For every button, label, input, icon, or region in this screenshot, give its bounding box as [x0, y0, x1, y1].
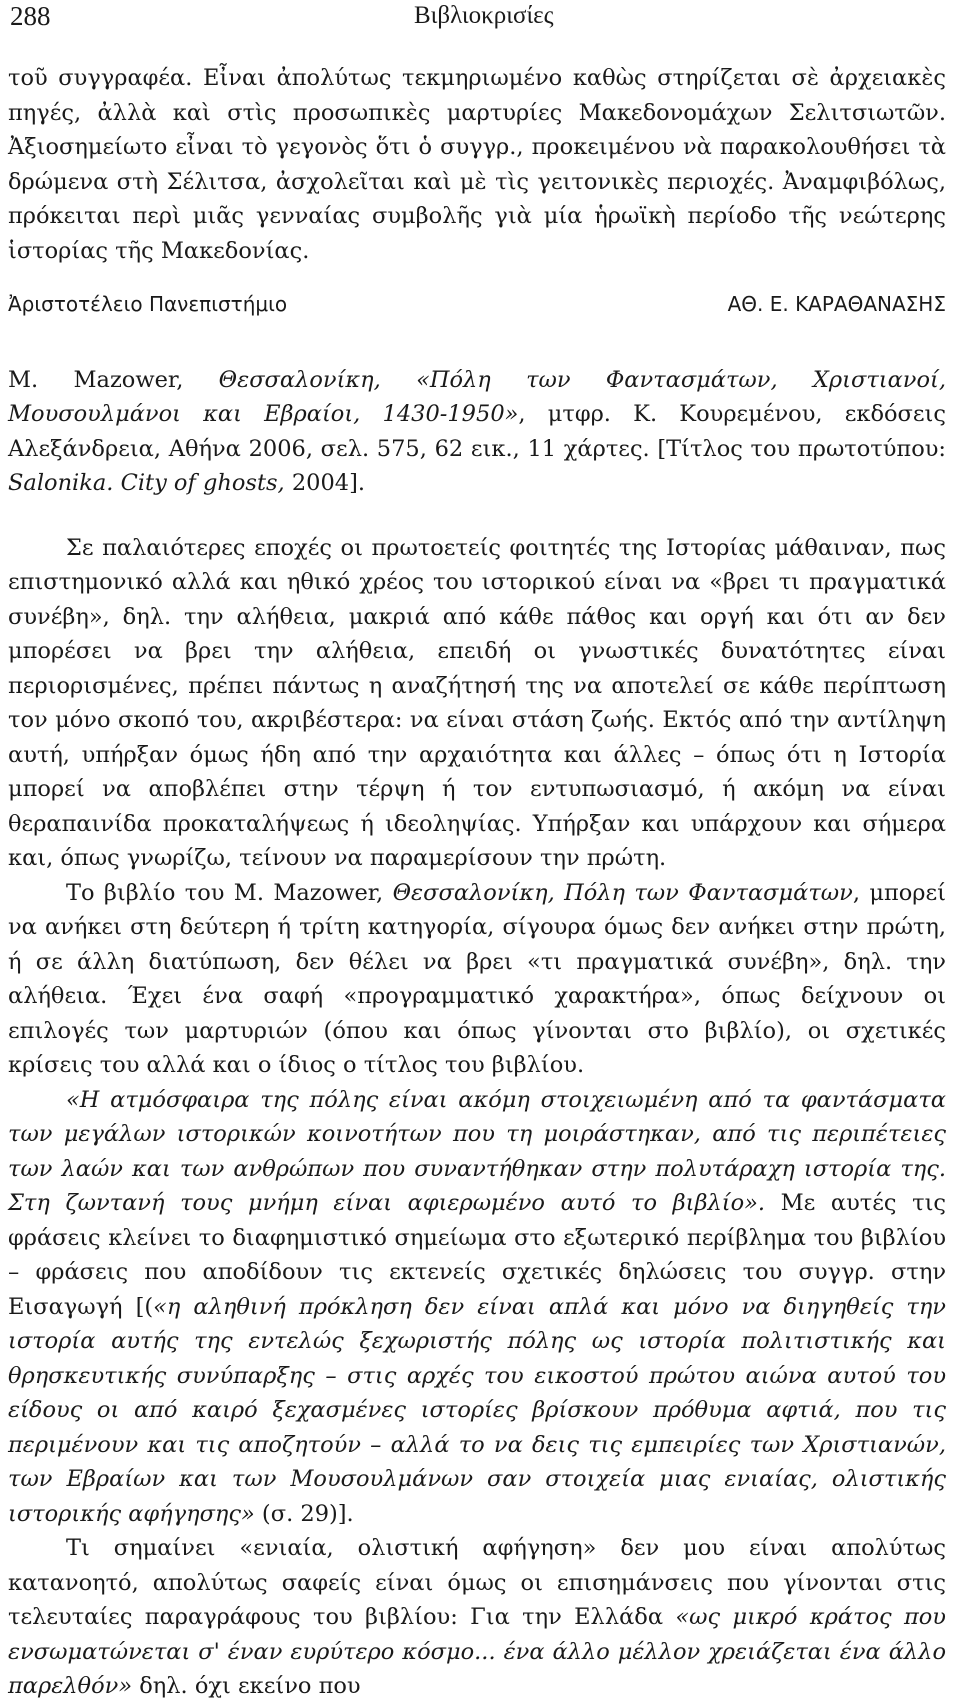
reviewer-institution: Ἀριστοτέλειο Πανεπιστήμιο: [8, 292, 288, 316]
review-paragraph-3: [8, 1083, 946, 1532]
citation-title: Θεσσαλονίκη, «Πόλη των Φαντασμάτων, Χριστιανοί, Μουσουλμάνοι και Εβραίοι, 1430-1950»: [8, 366, 947, 427]
p2-book-title: Θεσσαλονίκη, Πόλη των Φαντασμάτων: [392, 879, 853, 906]
previous-review-ending: τοῦ συγγραφέα. Εἶναι ἀπολύτως τεκμηριωμένο καθὼς στηρίζεται σὲ ἀρχειακὲς πηγές, ἀλλὰ καὶ στὶς προσωπικὲς μαρτυρίες Μακεδονομάχων Σελιτσιωτῶν. Ἀξιοσημείωτο εἶναι τὸ γεγονὸς ὅτι ὁ συγγρ., προκειμένου νὰ παρακολουθήσει τὰ δρώμενα στὴ Σέλιτσα, ἀσχολεῖται καὶ μὲ τὶς γειτονικὲς περιοχές. Ἀναμφιβόλως, πρόκειται περὶ μιᾶς γενναίας συμβολῆς γιὰ μία ἡρωϊκὴ περίοδο τῆς νεώτερης ἱστορίας τῆς Μακεδονίας.: [8, 65, 946, 264]
citation-details: , μτφρ. Κ. Κουρεμένου, εκδόσεις Αλεξάνδρεια, Αθήνα 2006, σελ. 575, 62 εικ., 11 χάρτες. [Τίτλος του πρωτοτύπου:: [8, 401, 946, 462]
review-paragraph-1: Σε παλαιότερες εποχές οι πρωτοετείς φοιτητές της Ιστορίας μάθαιναν, πως επιστημονικό αλλά και ηθικό χρέος του ιστορικού είναι να «βρει τι πραγματικά συνέβη», δηλ. την αλήθεια, μακριά από κάθε πάθος και οργή και ότι αν δεν μπορέσει να βρει την αλήθεια, επειδή οι γνωστικές δυνατότητες είναι περιορισμένες, πρέπει πάντως η αναζήτησή της να αποτελεί σε κάθε περίπτωση τον μόνο σκοπό του, ακριβέστερα: να είναι στάση ζωής. Εκτός από την αντίληψη αυτή, υπήρξαν όμως ήδη από την αρχαιότητα και άλλες – όπως ότι η Ιστορία μπορεί να αποβλέπει στην τέρψη ή τον εντυπωσιασμό, ή ακόμη να είναι θεραπαινίδα προκαταλήψεως ή ιδεοληψίας. Υπήρξαν και υπάρχουν και σήμερα και, όπως γνωρίζω, τείνουν να παραμερίσουν την πρώτη.: [8, 534, 946, 871]
review-paragraph-4: [8, 1531, 946, 1704]
p4-body: Τι σημαίνει «ενιαία, ολιστική αφήγηση» δεν μου είναι απολύτως κατανοητό, απολύτως σαφείς είναι όμως οι επισημάνσεις που γίνονται στις τελευταίες παραγράφους του βιβλίου: Για την Ελλάδα: [8, 1535, 946, 1630]
p2-intro: Το βιβλίο του Μ. Mazower,: [66, 879, 393, 906]
page-number: 288: [10, 1, 51, 31]
citation-author: Μ. Mazower,: [8, 366, 219, 393]
p3-body: Με αυτές τις φράσεις κλείνει το διαφημιστικό σημείωμα στο εξωτερικό περίβλημα του βιβλίου – φράσεις που αποδίδουν τις εκτενείς σχετικές δηλώσεις του συγγρ. στην Εισαγωγή [(: [8, 1190, 946, 1320]
book-citation: [8, 363, 946, 501]
page-header: [8, 0, 946, 40]
p3-page-ref: (σ. 29)].: [254, 1500, 354, 1527]
citation-year: 2004].: [284, 470, 366, 496]
citation-original-title: Salonika. City of ghosts,: [8, 470, 285, 496]
p4-quote: «ως μικρό κράτος που ενσωματώνεται σ' έναν ευρύτερο κόσμο... ένα άλλο μέλλον χρειάζεται ένα άλλο παρελθόν»: [8, 1604, 946, 1699]
p3-quote: «Η ατμόσφαιρα της πόλης είναι ακόμη στοιχειωμένη από τα φαντάσματα των μεγάλων ιστορικών κοινοτήτων που τη μοιράστηκαν, από τις περιπέτειες των λαών και των ανθρώπων που συναντήθηκαν στην πολυτάραχη ιστορία της. Στη ζωντανή τους μνήμη είναι αφιερωμένο αυτό το βιβλίο».: [8, 1086, 946, 1216]
p2-body: , μπορεί να ανήκει στη δεύτερη ή τρίτη κατηγορία, σίγουρα όμως δεν ανήκει στην πρώτη, ή σε άλλη διατύπωση, δεν θέλει να βρει «τι πραγματικά συνέβη», δηλ. την αλήθεια. Έχει ένα σαφή «προγραμματικό χαρακτήρα», όπως δείχνουν οι επιλογές των μαρτυριών (όπου και όπως γίνονται στο βιβλίο), οι σχετικές κρίσεις του αλλά και ο ίδιος ο τίτλος του βιβλίου.: [8, 879, 946, 1078]
reviewer-name: ΑΘ. Ε. ΚΑΡΑΘΑΝΑΣΗΣ: [727, 292, 946, 316]
running-head: Βιβλιοκρισίες: [414, 2, 554, 29]
review-signature: [8, 287, 946, 322]
review-paragraph-2: [8, 876, 946, 1083]
p4-tail: δηλ. όχι εκείνο που: [132, 1673, 361, 1699]
p3-quote-2: «η αληθινή πρόκληση δεν είναι απλά και μόνο να διηγηθείς την ιστορία αυτής της εντελώς ξεχωριστής πόλης ως ιστορία πολιτιστικής και θρησκευτικής συνύπαρξης – στις αρχές του εικοστού πρώτου αιώνα αυτού του είδους οι από καιρό ξεχασμένες ιστορίες βρίσκουν πρόθυμα αφτιά, που τις περιμένουν και τις αποζητούν – αλλά το να δεις τις εμπειρίες των Χριστιανών, των Εβραίων και των Μουσουλμάνων σαν στοιχεία μιας ενιαίας, ολιστικής ιστορικής αφήγησης»: [8, 1293, 946, 1527]
